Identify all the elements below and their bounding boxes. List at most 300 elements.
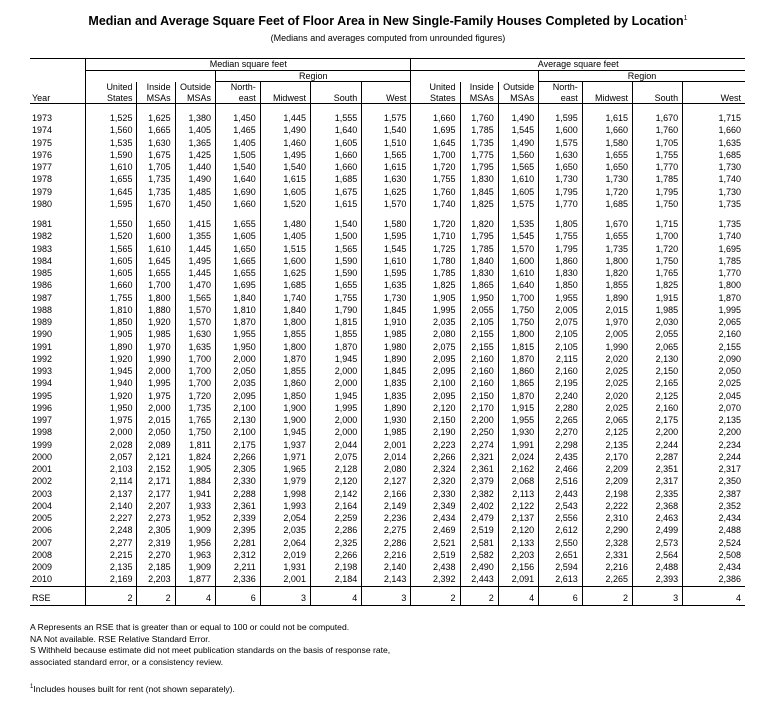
col-header-northeast: North- east (216, 82, 261, 104)
value-cell: 1,415 (175, 218, 215, 230)
value-cell: 2,070 (683, 402, 745, 414)
value-cell: 2,434 (683, 512, 745, 524)
value-cell: 1,780 (411, 255, 460, 267)
value-cell: 1,500 (310, 230, 361, 242)
value-cell: 2,328 (582, 537, 632, 549)
value-cell: 1,993 (260, 500, 310, 512)
value-cell: 1,735 (175, 402, 215, 414)
value-cell: 1,405 (175, 124, 215, 136)
value-cell: 2,100 (216, 426, 261, 438)
value-cell: 1,785 (411, 267, 460, 279)
value-cell: 2,115 (539, 353, 583, 365)
year-cell: 1981 (32, 219, 53, 229)
value-cell: 1,870 (260, 353, 310, 365)
value-cell: 1,650 (216, 243, 261, 255)
value-cell: 1,440 (175, 161, 215, 173)
value-cell: 1,870 (310, 341, 361, 353)
table-row (30, 218, 745, 230)
value-cell: 1,930 (362, 414, 411, 426)
value-cell: 1,540 (260, 161, 310, 173)
value-cell: 2,350 (683, 475, 745, 487)
value-cell: 1,755 (310, 292, 361, 304)
value-cell: 2,281 (216, 537, 261, 549)
value-cell: 2,519 (460, 524, 498, 536)
value-cell: 2,490 (460, 561, 498, 573)
value-cell: 1,905 (411, 292, 460, 304)
value-cell: 1,695 (411, 124, 460, 136)
value-cell: 1,970 (582, 316, 632, 328)
value-cell: 2,015 (137, 414, 175, 426)
value-cell: 2,165 (632, 377, 682, 389)
value-cell: 2,185 (137, 561, 175, 573)
value-cell: 1,800 (260, 341, 310, 353)
year-cell: 1980 (32, 198, 53, 209)
value-cell: 1,800 (498, 328, 538, 340)
value-cell: 1,445 (175, 243, 215, 255)
value-cell: 1,610 (137, 243, 175, 255)
value-cell: 1,755 (411, 173, 460, 185)
value-cell: 1,815 (498, 341, 538, 353)
value-cell: 2,312 (216, 549, 261, 561)
rse-value: 3 (260, 586, 310, 605)
value-cell: 2,240 (539, 390, 583, 402)
table-row (30, 426, 745, 438)
value-cell: 1,995 (310, 402, 361, 414)
value-cell: 2,044 (310, 439, 361, 451)
value-cell: 1,450 (216, 112, 261, 124)
value-cell: 2,065 (632, 341, 682, 353)
value-cell: 1,735 (582, 243, 632, 255)
value-cell: 1,740 (683, 173, 745, 185)
value-cell: 2,234 (683, 439, 745, 451)
table-row (30, 186, 745, 198)
value-cell: 1,890 (86, 341, 137, 353)
value-cell: 1,365 (175, 137, 215, 149)
value-cell: 2,200 (632, 426, 682, 438)
rse-value: 4 (498, 586, 538, 605)
value-cell: 1,800 (683, 279, 745, 291)
value-cell: 2,050 (683, 365, 745, 377)
value-cell: 1,660 (310, 161, 361, 173)
table-row (30, 500, 745, 512)
value-cell: 1,905 (175, 463, 215, 475)
table-row (30, 353, 745, 365)
value-cell: 1,945 (310, 390, 361, 402)
value-cell: 2,020 (582, 353, 632, 365)
table-row (30, 451, 745, 463)
value-cell: 2,054 (260, 512, 310, 524)
value-cell: 1,510 (362, 137, 411, 149)
table-row (30, 198, 745, 210)
value-cell: 2,171 (137, 475, 175, 487)
value-cell: 2,089 (137, 439, 175, 451)
value-cell: 2,209 (582, 463, 632, 475)
value-cell: 1,865 (460, 279, 498, 291)
value-cell: 1,540 (310, 218, 361, 230)
value-cell: 2,015 (582, 304, 632, 316)
header-group-row (30, 59, 745, 71)
value-cell: 2,000 (310, 414, 361, 426)
year-cell: 1985 (32, 268, 53, 278)
value-cell: 1,720 (411, 161, 460, 173)
table-row (30, 573, 745, 586)
year-cell: 1996 (32, 402, 53, 413)
value-cell: 1,595 (539, 112, 583, 124)
value-cell: 1,820 (582, 267, 632, 279)
table-notes (30, 622, 390, 669)
title-footnote-marker: 1 (683, 14, 688, 22)
value-cell: 1,570 (175, 316, 215, 328)
value-cell: 1,933 (175, 500, 215, 512)
value-cell: 1,870 (683, 292, 745, 304)
year-cell: 1991 (32, 341, 53, 352)
value-cell: 1,720 (582, 186, 632, 198)
value-cell: 1,850 (539, 279, 583, 291)
value-cell: 2,227 (86, 512, 137, 524)
value-cell: 2,207 (137, 500, 175, 512)
value-cell: 2,244 (683, 451, 745, 463)
value-cell: 1,795 (632, 186, 682, 198)
value-cell: 2,395 (216, 524, 261, 536)
value-cell: 1,580 (362, 218, 411, 230)
note-line: NA Not available. RSE Relative Standard Error. (30, 633, 211, 644)
value-cell: 2,379 (460, 475, 498, 487)
value-cell: 1,665 (137, 124, 175, 136)
value-cell: 1,635 (362, 279, 411, 291)
value-cell: 2,164 (310, 500, 361, 512)
value-cell: 2,222 (582, 500, 632, 512)
table-row (30, 328, 745, 340)
value-cell: 2,095 (216, 390, 261, 402)
value-cell: 1,850 (260, 390, 310, 402)
rse-value: 3 (362, 586, 411, 605)
value-cell: 1,625 (362, 186, 411, 198)
value-cell: 1,610 (498, 173, 538, 185)
value-cell: 2,001 (260, 573, 310, 586)
value-cell: 2,184 (310, 573, 361, 586)
value-cell: 1,884 (175, 475, 215, 487)
value-cell: 2,273 (137, 512, 175, 524)
value-cell: 2,361 (460, 463, 498, 475)
value-cell: 1,800 (582, 255, 632, 267)
value-cell: 2,211 (216, 561, 261, 573)
value-cell: 1,750 (498, 316, 538, 328)
value-cell: 1,945 (310, 353, 361, 365)
footnote: $^1$Includes houses built for rent (not shown separately). (30, 684, 235, 694)
value-cell: 1,750 (498, 304, 538, 316)
value-cell: 1,685 (683, 149, 745, 161)
value-cell: 2,521 (411, 537, 460, 549)
value-cell: 2,000 (137, 402, 175, 414)
value-cell: 2,025 (582, 377, 632, 389)
value-cell: 1,800 (260, 316, 310, 328)
value-cell: 1,920 (86, 353, 137, 365)
value-cell: 1,955 (498, 414, 538, 426)
value-cell: 1,945 (86, 365, 137, 377)
value-cell: 1,670 (137, 198, 175, 210)
table-row (30, 377, 745, 389)
value-cell: 1,995 (683, 304, 745, 316)
value-cell: 1,485 (175, 186, 215, 198)
value-cell: 1,700 (175, 365, 215, 377)
value-cell: 2,402 (460, 500, 498, 512)
note-line: S Withheld because estimate did not meet publication standards on the basis of response rate, (30, 645, 391, 656)
value-cell: 2,368 (632, 500, 682, 512)
value-cell: 1,740 (411, 198, 460, 210)
value-cell: 1,625 (137, 112, 175, 124)
col-header-midwest: Midwest (582, 82, 632, 104)
col-header-outside-msas: Outside MSAs (175, 82, 215, 104)
value-cell: 2,020 (582, 390, 632, 402)
rse-value: 2 (137, 586, 175, 605)
value-cell: 2,382 (460, 488, 498, 500)
value-cell: 1,991 (498, 439, 538, 451)
value-cell: 2,236 (362, 512, 411, 524)
value-cell: 1,930 (498, 426, 538, 438)
table-body (30, 104, 745, 606)
rse-value: 2 (86, 586, 137, 605)
value-cell: 2,324 (411, 463, 460, 475)
value-cell: 2,250 (460, 426, 498, 438)
value-cell: 2,443 (539, 488, 583, 500)
value-cell: 1,785 (683, 255, 745, 267)
value-cell: 2,651 (539, 549, 583, 561)
year-header: Year (30, 82, 86, 104)
value-cell: 2,195 (539, 377, 583, 389)
year-cell: 1975 (32, 137, 53, 148)
value-cell: 1,725 (411, 243, 460, 255)
value-cell: 1,820 (460, 218, 498, 230)
value-cell: 1,840 (260, 304, 310, 316)
year-cell: 1997 (32, 415, 53, 425)
value-cell: 2,244 (632, 439, 682, 451)
value-cell: 1,755 (86, 292, 137, 304)
value-cell: 1,645 (137, 255, 175, 267)
value-cell: 1,795 (460, 161, 498, 173)
value-cell: 2,209 (582, 475, 632, 487)
year-cell: 2007 (32, 537, 53, 548)
value-cell: 1,600 (260, 255, 310, 267)
value-cell: 1,565 (86, 243, 137, 255)
value-cell: 1,545 (498, 230, 538, 242)
value-cell: 1,570 (362, 198, 411, 210)
value-cell: 2,143 (362, 573, 411, 586)
year-cell: 1992 (32, 353, 53, 364)
table-row (30, 463, 745, 475)
value-cell: 2,305 (216, 463, 261, 475)
value-cell: 1,910 (362, 316, 411, 328)
value-cell: 2,488 (632, 561, 682, 573)
value-cell: 1,985 (362, 426, 411, 438)
value-cell: 1,535 (86, 137, 137, 149)
value-cell: 1,535 (498, 218, 538, 230)
rse-value: 2 (582, 586, 632, 605)
value-cell: 1,600 (137, 230, 175, 242)
value-cell: 2,175 (632, 414, 682, 426)
value-cell: 2,325 (310, 537, 361, 549)
value-cell: 2,321 (460, 451, 498, 463)
table-row (30, 112, 745, 124)
value-cell: 1,650 (137, 218, 175, 230)
table-row (30, 255, 745, 267)
rse-value: 2 (411, 586, 460, 605)
value-cell: 2,135 (683, 414, 745, 426)
value-cell: 1,640 (498, 279, 538, 291)
value-cell: 2,005 (539, 304, 583, 316)
value-cell: 1,900 (260, 414, 310, 426)
value-cell: 1,811 (175, 439, 215, 451)
year-cell: 2002 (32, 476, 53, 487)
value-cell: 2,137 (498, 512, 538, 524)
value-cell: 1,790 (310, 304, 361, 316)
value-cell: 1,730 (683, 161, 745, 173)
value-cell: 1,565 (362, 149, 411, 161)
value-cell: 1,715 (683, 112, 745, 124)
year-cell: 2003 (32, 488, 53, 499)
value-cell: 1,985 (362, 328, 411, 340)
table-row (30, 439, 745, 451)
value-cell: 1,655 (137, 267, 175, 279)
value-cell: 1,650 (539, 161, 583, 173)
value-cell: 2,068 (498, 475, 538, 487)
value-cell: 2,120 (498, 524, 538, 536)
value-cell: 2,055 (460, 304, 498, 316)
value-cell: 1,975 (137, 390, 175, 402)
year-cell: 1977 (32, 162, 53, 172)
table-row (30, 279, 745, 291)
value-cell: 1,570 (175, 304, 215, 316)
value-cell: 2,100 (216, 402, 261, 414)
note-line: A Represents an RSE that is greater than or equal to 100 or could not be computed. (30, 622, 350, 632)
value-cell: 1,460 (260, 137, 310, 149)
value-cell: 2,499 (632, 524, 682, 536)
value-cell: 1,490 (498, 112, 538, 124)
value-cell: 1,830 (460, 267, 498, 279)
value-cell: 1,845 (460, 186, 498, 198)
value-cell: 1,605 (86, 267, 137, 279)
value-cell: 2,025 (582, 365, 632, 377)
value-cell: 2,286 (362, 537, 411, 549)
value-cell: 2,319 (137, 537, 175, 549)
value-cell: 2,133 (498, 537, 538, 549)
value-cell: 2,000 (310, 426, 361, 438)
value-cell: 1,840 (460, 255, 498, 267)
value-cell: 1,405 (216, 137, 261, 149)
col-header-south: South (632, 82, 682, 104)
value-cell: 2,265 (539, 414, 583, 426)
value-cell: 1,545 (362, 243, 411, 255)
value-cell: 2,290 (582, 524, 632, 536)
value-cell: 2,288 (216, 488, 261, 500)
value-cell: 1,355 (175, 230, 215, 242)
value-cell: 1,963 (175, 549, 215, 561)
rse-value: 6 (216, 586, 261, 605)
col-header-south: South (310, 82, 361, 104)
value-cell: 1,600 (498, 255, 538, 267)
value-cell: 2,025 (582, 402, 632, 414)
year-cell: 2010 (32, 574, 53, 585)
value-cell: 2,095 (411, 365, 460, 377)
value-cell: 1,710 (411, 230, 460, 242)
value-cell: 2,198 (310, 561, 361, 573)
value-cell: 2,075 (411, 341, 460, 353)
value-cell: 1,645 (86, 186, 137, 198)
value-cell: 2,166 (362, 488, 411, 500)
table-row (30, 267, 745, 279)
value-cell: 2,135 (86, 561, 137, 573)
value-cell: 2,200 (683, 426, 745, 438)
value-cell: 2,200 (460, 414, 498, 426)
value-cell: 1,655 (310, 279, 361, 291)
value-cell: 2,050 (216, 365, 261, 377)
value-cell: 2,128 (310, 463, 361, 475)
value-cell: 1,635 (683, 137, 745, 149)
value-cell: 1,855 (260, 328, 310, 340)
value-cell: 1,730 (582, 173, 632, 185)
value-cell: 1,610 (86, 161, 137, 173)
value-cell: 1,830 (460, 173, 498, 185)
value-cell: 2,286 (310, 524, 361, 536)
value-cell: 2,280 (539, 402, 583, 414)
value-cell: 1,695 (683, 243, 745, 255)
value-cell: 2,130 (216, 414, 261, 426)
value-cell: 1,575 (539, 137, 583, 149)
value-cell: 1,700 (175, 377, 215, 389)
value-cell: 2,075 (539, 316, 583, 328)
value-cell: 2,160 (460, 377, 498, 389)
value-cell: 1,770 (632, 161, 682, 173)
value-cell: 1,655 (86, 173, 137, 185)
value-cell: 2,434 (411, 512, 460, 524)
value-cell: 2,130 (632, 353, 682, 365)
value-cell: 1,835 (362, 377, 411, 389)
value-cell: 2,573 (632, 537, 682, 549)
value-cell: 1,785 (632, 173, 682, 185)
value-cell: 2,524 (683, 537, 745, 549)
col-header-midwest: Midwest (260, 82, 310, 104)
value-cell: 2,030 (632, 316, 682, 328)
value-cell: 1,720 (175, 390, 215, 402)
value-cell: 1,705 (632, 137, 682, 149)
value-cell: 1,770 (539, 198, 583, 210)
value-cell: 1,630 (362, 173, 411, 185)
value-cell: 2,057 (86, 451, 137, 463)
value-cell: 1,750 (175, 426, 215, 438)
value-cell: 1,915 (498, 402, 538, 414)
value-cell: 1,825 (411, 279, 460, 291)
value-cell: 2,135 (582, 439, 632, 451)
value-cell: 2,352 (683, 500, 745, 512)
value-cell: 1,877 (175, 573, 215, 586)
value-cell: 1,855 (260, 365, 310, 377)
value-cell: 1,835 (362, 390, 411, 402)
value-cell: 1,545 (498, 124, 538, 136)
value-cell: 1,770 (683, 267, 745, 279)
value-cell: 2,317 (683, 463, 745, 475)
value-cell: 2,438 (411, 561, 460, 573)
value-cell: 2,170 (460, 402, 498, 414)
value-cell: 1,490 (498, 137, 538, 149)
value-cell: 2,581 (460, 537, 498, 549)
value-cell: 1,590 (86, 149, 137, 161)
value-cell: 2,140 (362, 561, 411, 573)
col-header-west: West (683, 82, 745, 104)
value-cell: 1,760 (411, 186, 460, 198)
value-cell: 1,765 (632, 267, 682, 279)
value-cell: 2,105 (539, 341, 583, 353)
value-cell: 1,735 (137, 173, 175, 185)
value-cell: 2,270 (137, 549, 175, 561)
